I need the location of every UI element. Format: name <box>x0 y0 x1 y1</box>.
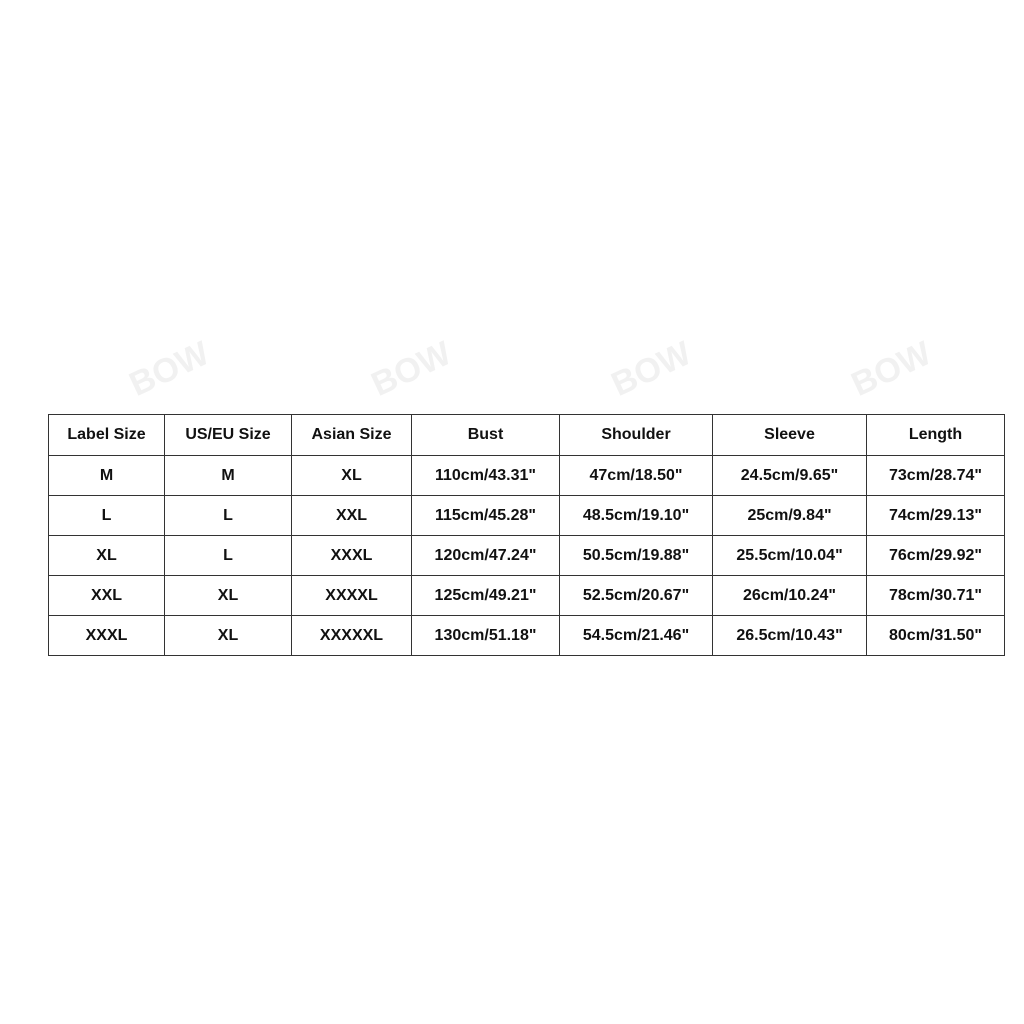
cell-sleeve: 25.5cm/10.04" <box>713 536 867 576</box>
header-length: Length <box>867 415 1005 456</box>
table-row <box>49 616 1005 656</box>
cell-bust: 110cm/43.31" <box>412 456 560 496</box>
cell-asian-size: XXL <box>292 496 412 536</box>
cell-bust: 115cm/45.28" <box>412 496 560 536</box>
header-us-eu-size: US/EU Size <box>165 415 292 456</box>
cell-asian-size: XXXL <box>292 536 412 576</box>
cell-asian-size: XL <box>292 456 412 496</box>
cell-bust: 120cm/47.24" <box>412 536 560 576</box>
cell-us-eu-size: XL <box>165 576 292 616</box>
header-row <box>49 415 1005 456</box>
cell-shoulder: 47cm/18.50" <box>560 456 713 496</box>
cell-label-size: XXXL <box>49 616 165 656</box>
header-label-size: Label Size <box>49 415 165 456</box>
watermark: BOW <box>605 334 698 404</box>
cell-bust: 130cm/51.18" <box>412 616 560 656</box>
cell-length: 76cm/29.92" <box>867 536 1005 576</box>
table-row <box>49 456 1005 496</box>
cell-asian-size: XXXXXL <box>292 616 412 656</box>
cell-shoulder: 52.5cm/20.67" <box>560 576 713 616</box>
cell-label-size: XL <box>49 536 165 576</box>
cell-shoulder: 48.5cm/19.10" <box>560 496 713 536</box>
cell-length: 80cm/31.50" <box>867 616 1005 656</box>
cell-us-eu-size: XL <box>165 616 292 656</box>
header-sleeve: Sleeve <box>713 415 867 456</box>
cell-label-size: L <box>49 496 165 536</box>
cell-us-eu-size: L <box>165 496 292 536</box>
cell-asian-size: XXXXL <box>292 576 412 616</box>
cell-us-eu-size: L <box>165 536 292 576</box>
table-row <box>49 576 1005 616</box>
table-row <box>49 536 1005 576</box>
watermark: BOW <box>123 334 216 404</box>
size-chart-table <box>48 414 1005 656</box>
header-asian-size: Asian Size <box>292 415 412 456</box>
watermark: BOW <box>365 334 458 404</box>
cell-label-size: M <box>49 456 165 496</box>
cell-sleeve: 25cm/9.84" <box>713 496 867 536</box>
cell-length: 73cm/28.74" <box>867 456 1005 496</box>
cell-us-eu-size: M <box>165 456 292 496</box>
cell-bust: 125cm/49.21" <box>412 576 560 616</box>
cell-sleeve: 26cm/10.24" <box>713 576 867 616</box>
cell-sleeve: 24.5cm/9.65" <box>713 456 867 496</box>
cell-length: 78cm/30.71" <box>867 576 1005 616</box>
cell-shoulder: 54.5cm/21.46" <box>560 616 713 656</box>
watermark: BOW <box>845 334 938 404</box>
table-row <box>49 496 1005 536</box>
cell-label-size: XXL <box>49 576 165 616</box>
cell-sleeve: 26.5cm/10.43" <box>713 616 867 656</box>
header-shoulder: Shoulder <box>560 415 713 456</box>
header-bust: Bust <box>412 415 560 456</box>
cell-shoulder: 50.5cm/19.88" <box>560 536 713 576</box>
cell-length: 74cm/29.13" <box>867 496 1005 536</box>
